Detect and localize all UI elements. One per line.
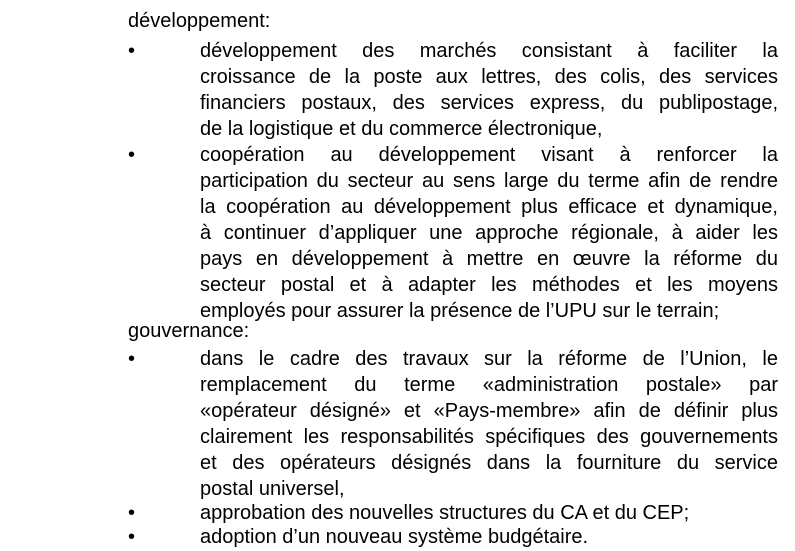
list-item-text (200, 38, 778, 142)
text-line: «opérateur désigné» et «Pays-membre» afin de définir plus (200, 400, 778, 422)
text-line: employés pour assurer la présence de l’UPU sur le terrain; (200, 300, 720, 322)
list-item-text (200, 500, 778, 526)
text-line: remplacement du terme «administration postale» par (200, 374, 778, 396)
list-item-text (200, 346, 778, 502)
text-line: clairement les responsabilités spécifiques des gouvernements (200, 426, 778, 448)
list-item-text (200, 142, 778, 324)
list-item (128, 524, 780, 550)
text-line: financiers postaux, des services express, du publipostage, (200, 92, 778, 114)
bullet-icon: • (128, 502, 136, 524)
text-line: la coopération au développement plus efficace et dynamique, (200, 196, 778, 218)
text-line: à continuer d’appliquer une approche régionale, à aider les (200, 222, 778, 244)
text-line: secteur postal et à adapter les méthodes et les moyens (200, 274, 778, 296)
text-line: approbation des nouvelles structures du CA et du CEP; (200, 502, 690, 524)
text-line: participation du secteur au sens large du terme afin de rendre (200, 170, 778, 192)
list-item (128, 142, 780, 324)
text-line: dans le cadre des travaux sur la réforme de l’Union, le (200, 348, 778, 370)
text-line: croissance de la poste aux lettres, des colis, des services (200, 66, 778, 88)
section-heading-developpement: développement: (128, 10, 271, 32)
list-item (128, 500, 780, 526)
section-heading-gouvernance: gouvernance: (128, 320, 250, 342)
text-line: et des opérateurs désignés dans la fourniture du service (200, 452, 778, 474)
text-line: pays en développement à mettre en œuvre la réforme du (200, 248, 778, 270)
bullet-icon: • (128, 348, 136, 370)
bullet-icon: • (128, 40, 136, 62)
bullet-icon: • (128, 526, 136, 548)
text-line: adoption d’un nouveau système budgétaire. (200, 526, 589, 548)
list-item (128, 38, 780, 142)
text-line: développement des marchés consistant à faciliter la (200, 40, 778, 62)
list-item (128, 346, 780, 502)
text-line: postal universel, (200, 478, 345, 500)
list-item-text (200, 524, 778, 550)
bullet-icon: • (128, 144, 136, 166)
text-line: coopération au développement visant à renforcer la (200, 144, 778, 166)
text-line: de la logistique et du commerce électronique, (200, 118, 603, 140)
